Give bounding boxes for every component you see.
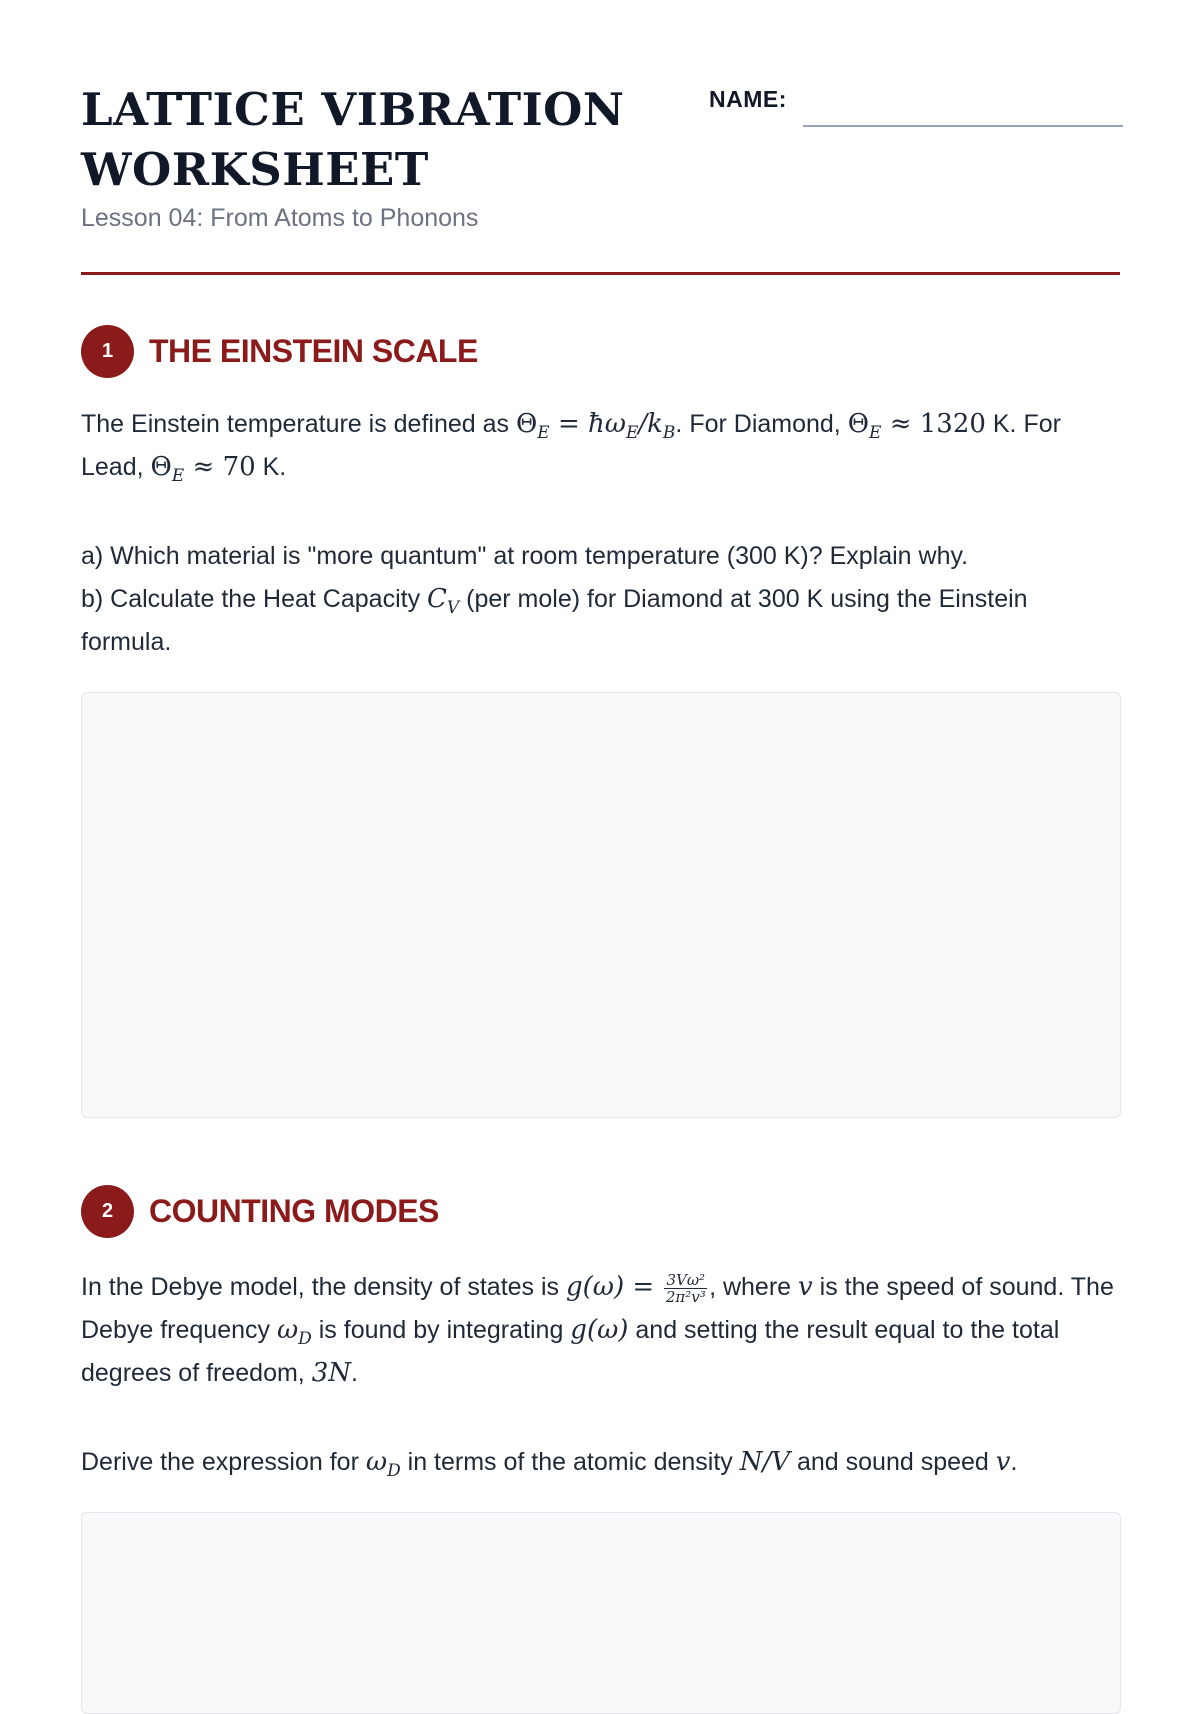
lesson-subtitle: Lesson 04: From Atoms to Phonons — [81, 204, 479, 232]
math-expression: v — [798, 1272, 813, 1302]
answer-box-2[interactable] — [81, 1512, 1121, 1714]
name-field-group — [709, 86, 1123, 113]
math-expression: $C_V$ — [427, 584, 460, 618]
math-expression: ≈ 1320 — [881, 409, 986, 439]
text-run: . — [351, 1359, 358, 1387]
text-run: Derive the expression for — [81, 1448, 366, 1476]
text-run: . — [1010, 1448, 1018, 1476]
text-run: K. — [255, 453, 287, 481]
answer-box-1[interactable] — [81, 692, 1121, 1118]
math-expression: /k — [638, 409, 663, 439]
text-run: is the speed of sound. The Debye frequency — [81, 1273, 1114, 1344]
section-1-question-b — [81, 578, 1121, 664]
math-expression: 3N — [311, 1358, 351, 1388]
math-expression: v — [995, 1447, 1011, 1477]
text-run: and setting the result equal to the total degrees of freedom, — [81, 1316, 1060, 1387]
math-expression: $\omega_D$ — [276, 1315, 312, 1349]
name-input-line[interactable] — [803, 125, 1123, 127]
math-expression: $\Theta_E$ — [515, 409, 550, 443]
math-expression: = ħω — [549, 409, 626, 439]
section-2-question — [81, 1441, 1121, 1484]
page-title: LATTICE VIBRATION WORKSHEET — [81, 83, 625, 196]
section-1-intro — [81, 403, 1121, 489]
math-expression: $\omega_D$ — [365, 1447, 401, 1481]
text-run: a) Which material is "more quantum" at room temperature (300 K)? Explain why. — [81, 542, 969, 570]
text-run: The Einstein temperature is defined as — [81, 410, 516, 438]
text-run: is found by integrating — [311, 1316, 571, 1344]
text-run: In the Debye model, the density of states is — [81, 1273, 566, 1301]
math-expression: g(ω) = — [566, 1272, 663, 1302]
math-expression: $\Theta_E$ — [847, 409, 882, 443]
math-expression: N/V — [739, 1447, 791, 1477]
math-fraction: $\frac{\text{3Vω²}}{\text{2π²v³}}$ — [665, 1270, 706, 1306]
math-expression: B — [662, 423, 676, 443]
section-1-question-a — [81, 535, 1121, 578]
text-run: and sound speed — [790, 1448, 996, 1476]
worksheet-header — [81, 0, 1120, 275]
math-expression: $\Theta_E$ — [150, 452, 185, 486]
section-title: THE EINSTEIN SCALE — [149, 333, 478, 369]
text-run: in terms of the atomic density — [400, 1448, 740, 1476]
text-run: . For Diamond, — [675, 410, 848, 438]
math-expression: g(ω) — [570, 1315, 629, 1345]
text-run: K. For Lead, — [81, 410, 1061, 481]
section-2-intro — [81, 1266, 1121, 1395]
text-run: (per mole) for Diamond at 300 K using the Einstein formula. — [81, 585, 1028, 656]
math-expression: E — [625, 423, 639, 443]
section-number-badge: 2 — [81, 1185, 134, 1238]
section-number-badge: 1 — [81, 325, 134, 378]
section-title: COUNTING MODES — [149, 1193, 439, 1229]
name-label: NAME: — [709, 86, 787, 112]
section-2-header — [81, 1185, 439, 1238]
text-run: , where — [709, 1273, 799, 1301]
math-expression: ≈ 70 — [184, 452, 256, 482]
section-1-header — [81, 325, 478, 378]
text-run: b) Calculate the Heat Capacity — [81, 585, 428, 613]
